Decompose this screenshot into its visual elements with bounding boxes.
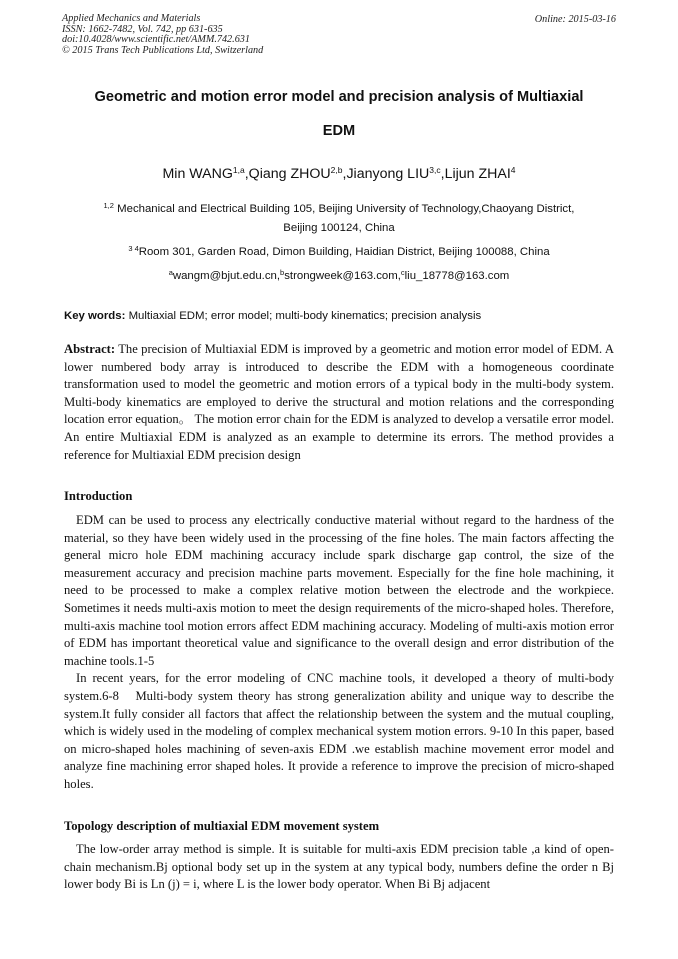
paragraph: In recent years, for the error modeling of CNC machine tools, it developed a theory of multi-body system.6-8 Multi-body system theory has strong generalization ability and unique way to describe the system.It fully consider all factors that affect the relationship between the system and the mutual coupling, which is widely used in the modeling of complex mechanical system motion errors. 9-10 In this paper, based on micro-shaped holes machining of seven-axis EDM .we establish machine movement error model and analyze fine machining error shaped holes. It provide a reference to improve the precision of micro-shaped holes. (64, 671, 614, 791)
abstract-text: The precision of Multiaxial EDM is improved by a geometric and motion error model of EDM. A lower numbered body array is introduced to describe the EDM with a homogeneous coordinate transformation used to model the geometric and motion errors of a typical body in the multi-body system. Multi-body kinematics are employed to derive the structural and motion relations and the corresponding location error equation。 The motion error chain for the EDM is analyzed to develop a versatile error model. An entire Multiaxial EDM is analyzed as an example to determine its errors. The method provides a reference for Multiaxial EDM precision design (64, 342, 614, 462)
paper-title-line-2: EDM (322, 123, 356, 139)
author-name: Lijun ZHAI (444, 166, 511, 182)
author-name: Qiang ZHOU (248, 166, 331, 182)
section-heading-topology: Topology description of multiaxial EDM movement system (64, 819, 380, 833)
email-sup: b (280, 268, 285, 277)
author-sup: 1,a (232, 165, 245, 175)
affiliation-1-cont: Beijing 100124, China (283, 222, 395, 234)
email-sup: a (168, 268, 173, 277)
journal-header (62, 14, 263, 56)
affiliation-2 (40, 246, 638, 258)
issn-line: ISSN: 1662-7482, Vol. 742, pp 631-635 (62, 23, 223, 35)
email-list (40, 270, 638, 282)
email-link[interactable]: wangm@bjut.edu.cn, (172, 270, 281, 282)
keywords-label: Key words: (64, 310, 126, 322)
keywords-text: Multiaxial EDM; error model; multi-body kinematics; precision analysis (125, 310, 482, 322)
author-name: Min WANG (162, 166, 233, 182)
paper-title-line-1: Geometric and motion error model and precision analysis of Multiaxial (94, 89, 584, 105)
author-list: Min WANG$^{1,a}$,Qiang ZHOU$^{2,b}$,Jianyong LIU$^{3,c}$,Lijun ZHAI$^4$ (162, 165, 516, 182)
doi-line: doi:10.4028/www.scientific.net/AMM.742.631 (62, 34, 250, 46)
abstract (64, 341, 614, 464)
abstract-label: Abstract: (64, 342, 116, 356)
email-link[interactable]: liu_18778@163.com (404, 270, 510, 282)
paragraph: EDM can be used to process any electrically conductive material without regard to the hardness of the material, so they have been widely used in the processing of the fine holes. The main factors affecting the general micro hole EDM machining accuracy include spark discharge gap control, the size of the measurement accuracy and precision machine parts movement. Especially for the fine hole machining, it need to be processed to make a complex relative motion between the electrode and the workpiece. Sometimes it needs multi-axis motion to meet the design requirements of the micro-shaped holes. Therefore, multi-axis machine tool motion errors affect EDM machining accuracy. Modeling of multi-axis motion error of EDM has important theoretical value and significance to the overall design and error distribution of the machine tools.1-5 (64, 513, 614, 668)
online-date: Online: 2015-03-16 (534, 14, 616, 25)
affiliation-sup: 1,2 (103, 201, 114, 210)
email-link[interactable]: strongweek@163.com, (284, 270, 401, 282)
paragraph: The low-order array method is simple. It is suitable for multi-axis EDM precision table ,a kind of open-chain mechanism.Bj optional body set up in the system at any typical body, numbers define the order n Bj lower body Bi is Ln (j) = i, where L is the lower body operator. When Bi Bj adjacent (64, 842, 614, 892)
author-sup: 4 (510, 165, 516, 175)
affiliation-text: Room 301, Garden Road, Dimon Building, Haidian District, Beijing 100088, China (138, 246, 550, 258)
affiliation-text: Mechanical and Electrical Building 105, Beijing University of Technology,Chaoyang District, (113, 203, 575, 215)
author-sup: 3,c (429, 165, 441, 175)
copyright-line: © 2015 Trans Tech Publications Ltd, Switzerland (62, 44, 264, 56)
affiliation-1 (40, 203, 638, 215)
author-sup: 2,b (330, 165, 343, 175)
journal-name: Applied Mechanics and Materials (62, 13, 201, 24)
section-heading-introduction: Introduction (64, 489, 133, 503)
introduction-body (64, 512, 614, 794)
keywords (64, 310, 481, 322)
topology-body (64, 841, 614, 894)
affiliation-sup: 3 4 (128, 244, 139, 253)
author-name: Jianyong LIU (346, 166, 430, 182)
email-sup: c (400, 268, 405, 277)
